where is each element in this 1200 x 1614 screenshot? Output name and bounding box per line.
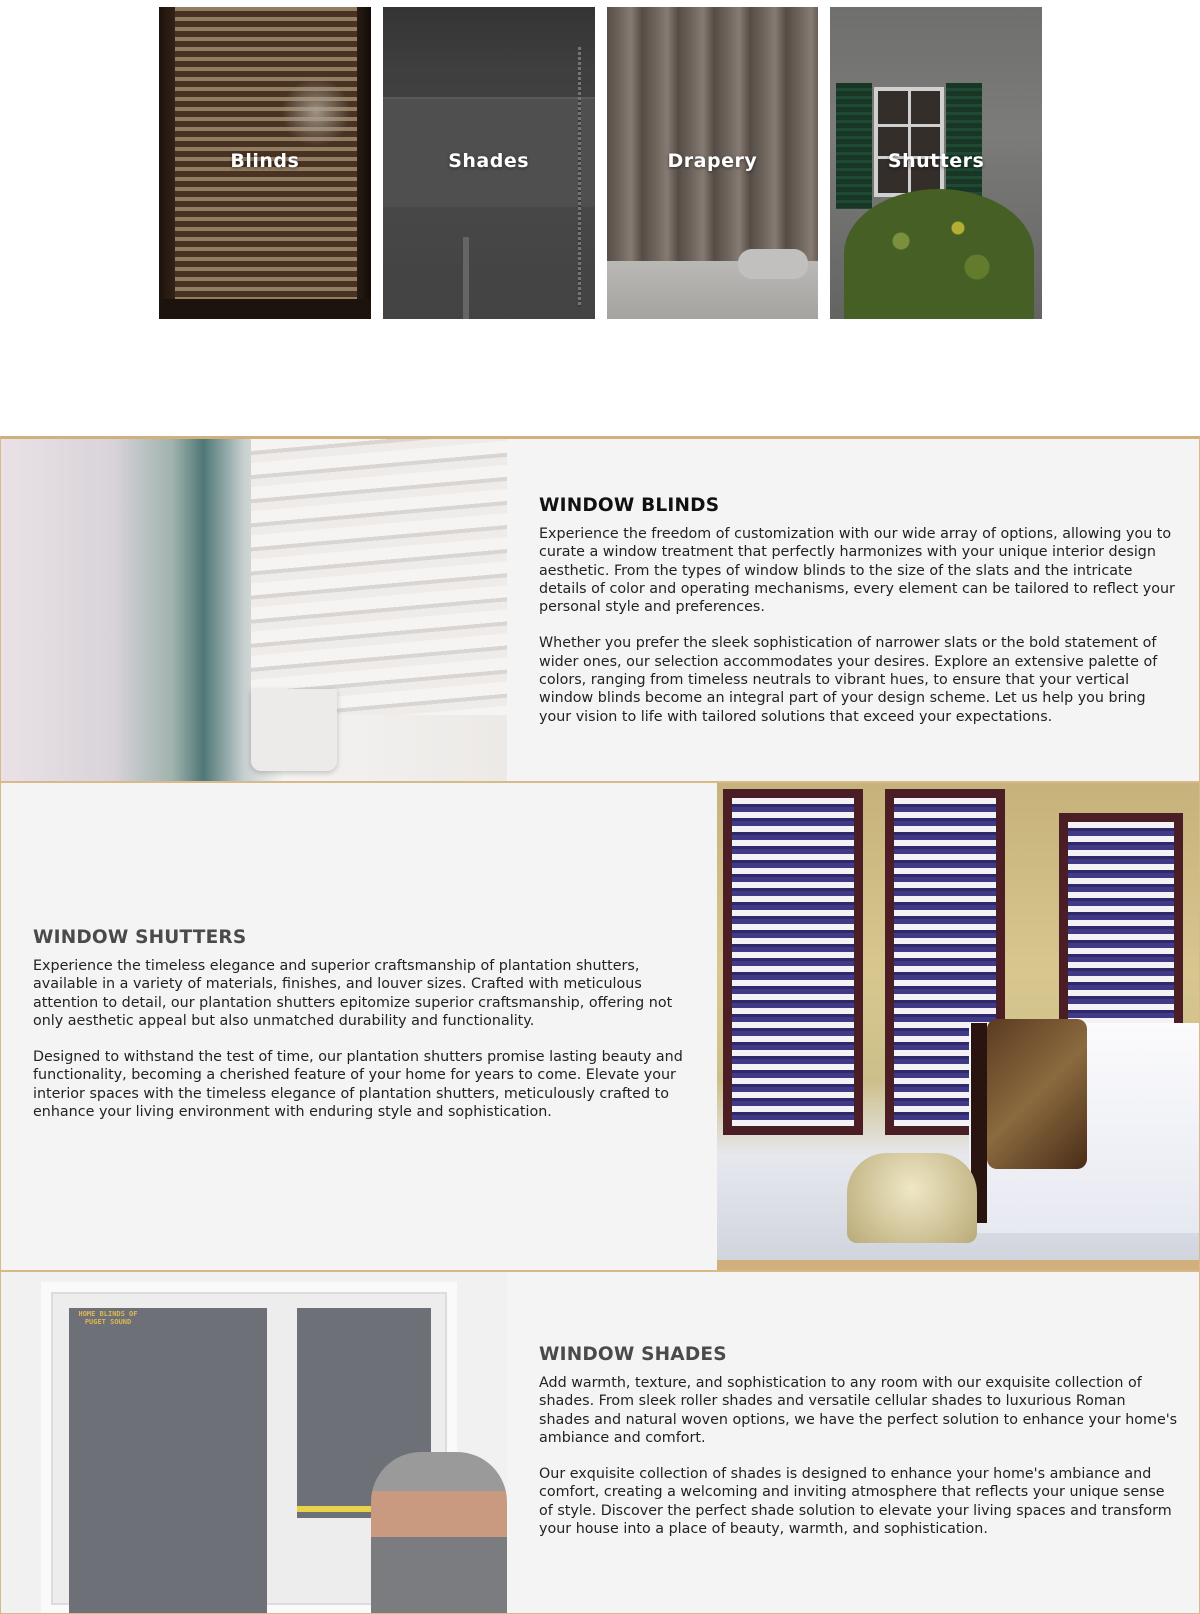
- window-shutters-paragraph-2: Designed to withstand the test of time, our plantation shutters promise lasting beauty and functionality, becoming a cherished feature of your home for years to come. Elevate your interior spaces with the timeless elegance of plantation shutters, meticulously crafted to enhance your living environment with enduring style and sophistication.: [33, 1049, 683, 1121]
- accent-bar: [717, 1260, 1199, 1270]
- section-window-shades: [0, 1271, 1200, 1614]
- photo-logo-mark: HOME BLINDS OF PUGET SOUND: [78, 1310, 138, 1326]
- category-tile-shades[interactable]: [383, 7, 595, 319]
- window-shutters-paragraph-1: Experience the timeless elegance and superior craftsmanship of plantation shutters, available in a variety of materials, finishes, and louver sizes. Crafted with meticulous attention to detail, our plantation shutters epitomize superior craftsmanship, offering not only aesthetic appeal but also unmatched durability and functionality.: [33, 958, 673, 1029]
- category-label-drapery: Drapery: [667, 150, 758, 172]
- window-shades-image: [1, 1272, 507, 1613]
- window-shades-paragraph-1: Add warmth, texture, and sophistication to any room with our exquisite collection of shades. From sleek roller shades and versatile cellular shades to luxurious Roman shades and natural woven options, we have the perfect solution to enhance your home's ambiance and comfort.: [539, 1375, 1178, 1446]
- category-label-shades: Shades: [448, 150, 530, 172]
- category-tile-shutters[interactable]: [830, 7, 1042, 319]
- category-tile-drapery[interactable]: [607, 7, 819, 319]
- category-label-shutters: Shutters: [887, 150, 985, 172]
- window-shades-paragraph-2: Our exquisite collection of shades is designed to enhance your home's ambiance and comfort, creating a welcoming and inviting atmosphere that reflects your unique sense of style. Discover the perfect shade solution to elevate your living spaces and transform your house into a place of beauty, warmth, and sophistication.: [539, 1466, 1172, 1538]
- window-shades-heading: WINDOW SHADES: [539, 1344, 727, 1365]
- window-shades-copy: [539, 1344, 1179, 1556]
- section-window-blinds: [0, 436, 1200, 782]
- category-tiles: [159, 7, 1042, 319]
- category-label-blinds: Blinds: [230, 150, 300, 172]
- window-blinds-paragraph-2: Whether you prefer the sleek sophistication of narrower slats or the bold statement of wider ones, our selection accommodates your desires. Explore an extensive palette of colors, ranging from timeless neutrals to vibrant hues, to ensure that your vertical window blinds become an integral part of your design scheme. Let us help you bring your vision to life with tailored solutions that exceed your expectations.: [539, 635, 1158, 725]
- window-blinds-copy: [539, 495, 1179, 744]
- window-blinds-paragraph-1: Experience the freedom of customization with our wide array of options, allowing you to curate a window treatment that perfectly harmonizes with your unique interior design aesthetic. From the types of window blinds to the size of the slats and the intricate details of color and operating mechanisms, every element can be tailored to reflect your personal style and preferences.: [539, 526, 1175, 616]
- category-tile-blinds[interactable]: [159, 7, 371, 319]
- window-blinds-heading: WINDOW BLINDS: [539, 495, 720, 516]
- section-window-shutters: [0, 782, 1200, 1271]
- window-blinds-image: [1, 439, 507, 781]
- window-shutters-copy: [33, 927, 683, 1139]
- window-shutters-image: [717, 783, 1199, 1262]
- window-shutters-heading: WINDOW SHUTTERS: [33, 927, 247, 948]
